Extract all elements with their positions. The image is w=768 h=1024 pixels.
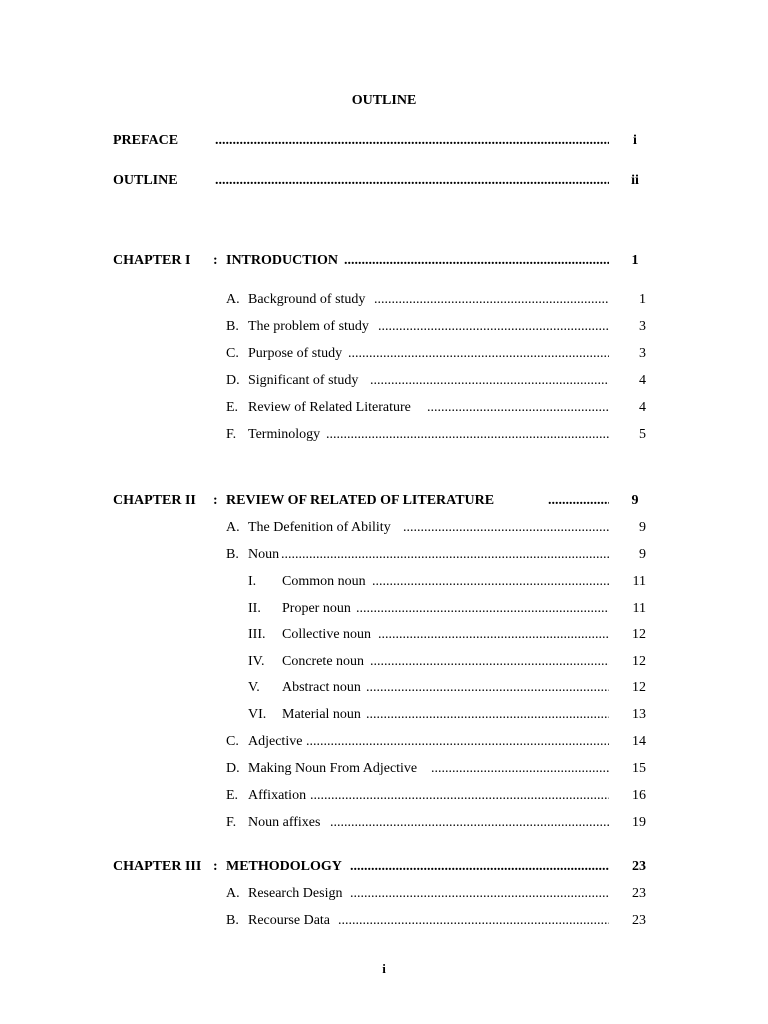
toc-page-number: 12 [632, 680, 646, 695]
item-text: Noun [248, 547, 280, 562]
item-text: Concrete noun [282, 654, 365, 669]
toc-page-number: 9 [639, 547, 646, 562]
toc-item [0, 518, 768, 538]
dot-leader [326, 425, 609, 445]
toc-page-number: 9 [639, 520, 646, 535]
toc-subitem [0, 599, 768, 619]
toc-page-number: 4 [639, 373, 646, 388]
item-numeral: III. [248, 627, 266, 642]
item-letter: F. [226, 427, 237, 442]
dot-leader [378, 317, 609, 337]
toc-item [0, 759, 768, 779]
item-numeral: I. [248, 574, 257, 589]
dot-leader [378, 625, 609, 645]
item-letter: A. [226, 292, 240, 307]
dot-leader [348, 344, 609, 364]
dot-leader [215, 171, 609, 191]
toc-item [0, 884, 768, 904]
toc-page-number: 5 [639, 427, 646, 442]
item-text: The Defenition of Ability [248, 520, 391, 535]
item-letter: D. [226, 761, 240, 776]
toc-page-number: 15 [632, 761, 646, 776]
item-text: Common noun [282, 574, 366, 589]
page-footer-number: i [382, 961, 386, 976]
dot-leader [215, 131, 609, 151]
chapter-label: CHAPTER II [113, 493, 196, 508]
toc-item [0, 371, 768, 391]
item-text: Making Noun From Adjective [248, 761, 418, 776]
chapter-heading [0, 491, 768, 511]
dot-leader [370, 371, 609, 391]
item-text: Abstract noun [282, 680, 361, 695]
toc-page-number: 3 [639, 319, 646, 334]
item-letter: A. [226, 886, 240, 901]
item-letter: E. [226, 400, 239, 415]
item-text: Recourse Data [248, 913, 331, 928]
item-letter: B. [226, 319, 239, 334]
toc-item [0, 911, 768, 931]
item-letter: D. [226, 373, 240, 388]
toc-page-number: 12 [632, 627, 646, 642]
chapter-title: REVIEW OF RELATED OF LITERATURE [226, 493, 495, 508]
item-text: The problem of study [248, 319, 369, 334]
dot-leader [344, 251, 609, 271]
item-numeral: II. [248, 601, 261, 616]
item-text: Noun affixes [248, 815, 321, 830]
chapter-label: CHAPTER I [113, 253, 191, 268]
toc-item [0, 398, 768, 418]
dot-leader [370, 652, 609, 672]
toc-item [0, 732, 768, 752]
item-letter: B. [226, 547, 239, 562]
dot-leader [356, 599, 609, 619]
chapter-colon: : [213, 253, 218, 268]
toc-page-number: 23 [632, 859, 646, 874]
toc-page-number: 19 [632, 815, 646, 830]
toc-item [0, 344, 768, 364]
dot-leader [281, 545, 609, 565]
item-letter: F. [226, 815, 237, 830]
item-text: Affixation [248, 788, 307, 803]
toc-page-number: 3 [639, 346, 646, 361]
chapter-colon: : [213, 859, 218, 874]
toc-page-number: 9 [631, 493, 639, 508]
item-numeral: V. [248, 680, 260, 695]
dot-leader [403, 518, 609, 538]
toc-subitem [0, 572, 768, 592]
toc-subitem [0, 625, 768, 645]
outline-title: OUTLINE [351, 93, 417, 108]
dot-leader [330, 813, 609, 833]
toc-page-number: 23 [632, 913, 646, 928]
item-text: Collective noun [282, 627, 372, 642]
toc-item [0, 425, 768, 445]
item-letter: B. [226, 913, 239, 928]
toc-label: OUTLINE [113, 173, 178, 188]
toc-page-number: 23 [632, 886, 646, 901]
chapter-label: CHAPTER III [113, 859, 202, 874]
item-text: Proper noun [282, 601, 351, 616]
chapter-colon: : [213, 493, 218, 508]
item-text: Terminology [248, 427, 321, 442]
toc-page-number: 1 [639, 292, 646, 307]
chapter-title: INTRODUCTION [226, 253, 339, 268]
dot-leader [374, 290, 609, 310]
toc-page-number: 1 [631, 253, 639, 268]
toc-item [0, 545, 768, 565]
toc-page-number: 4 [639, 400, 646, 415]
item-numeral: VI. [248, 707, 267, 722]
toc-subitem [0, 678, 768, 698]
chapter-heading [0, 857, 768, 877]
dot-leader [427, 398, 609, 418]
dot-leader [372, 572, 609, 592]
item-letter: C. [226, 346, 239, 361]
toc-subitem [0, 705, 768, 725]
dot-leader [431, 759, 609, 779]
dot-leader [350, 857, 609, 877]
toc-entry-preface [0, 131, 768, 151]
item-text: Material noun [282, 707, 361, 722]
item-text: Research Design [248, 886, 343, 901]
dot-leader [366, 678, 609, 698]
dot-leader [366, 705, 609, 725]
toc-label: PREFACE [113, 133, 179, 148]
dot-leader [310, 786, 609, 806]
toc-subitem [0, 652, 768, 672]
toc-page-number: ii [631, 173, 639, 188]
toc-page-number: 11 [632, 601, 646, 616]
chapter-heading [0, 251, 768, 271]
dot-leader [338, 911, 609, 931]
toc-item [0, 290, 768, 310]
dot-leader [548, 491, 609, 511]
toc-entry-outline [0, 171, 768, 191]
dot-leader [306, 732, 609, 752]
item-text: Adjective [248, 734, 303, 749]
item-text: Background of study [248, 292, 366, 307]
item-numeral: IV. [248, 654, 265, 669]
toc-page-number: 12 [632, 654, 646, 669]
toc-item [0, 813, 768, 833]
toc-item [0, 786, 768, 806]
item-letter: E. [226, 788, 239, 803]
item-text: Purpose of study [248, 346, 343, 361]
chapter-title: METHODOLOGY [226, 859, 342, 874]
toc-item [0, 317, 768, 337]
item-text: Significant of study [248, 373, 359, 388]
item-letter: C. [226, 734, 239, 749]
item-text: Review of Related Literature [248, 400, 411, 415]
toc-page-number: 11 [632, 574, 646, 589]
toc-page-number: i [633, 133, 637, 148]
toc-page-number: 14 [632, 734, 646, 749]
toc-page-number: 16 [632, 788, 646, 803]
dot-leader [350, 884, 609, 904]
toc-page-number: 13 [632, 707, 646, 722]
item-letter: A. [226, 520, 240, 535]
